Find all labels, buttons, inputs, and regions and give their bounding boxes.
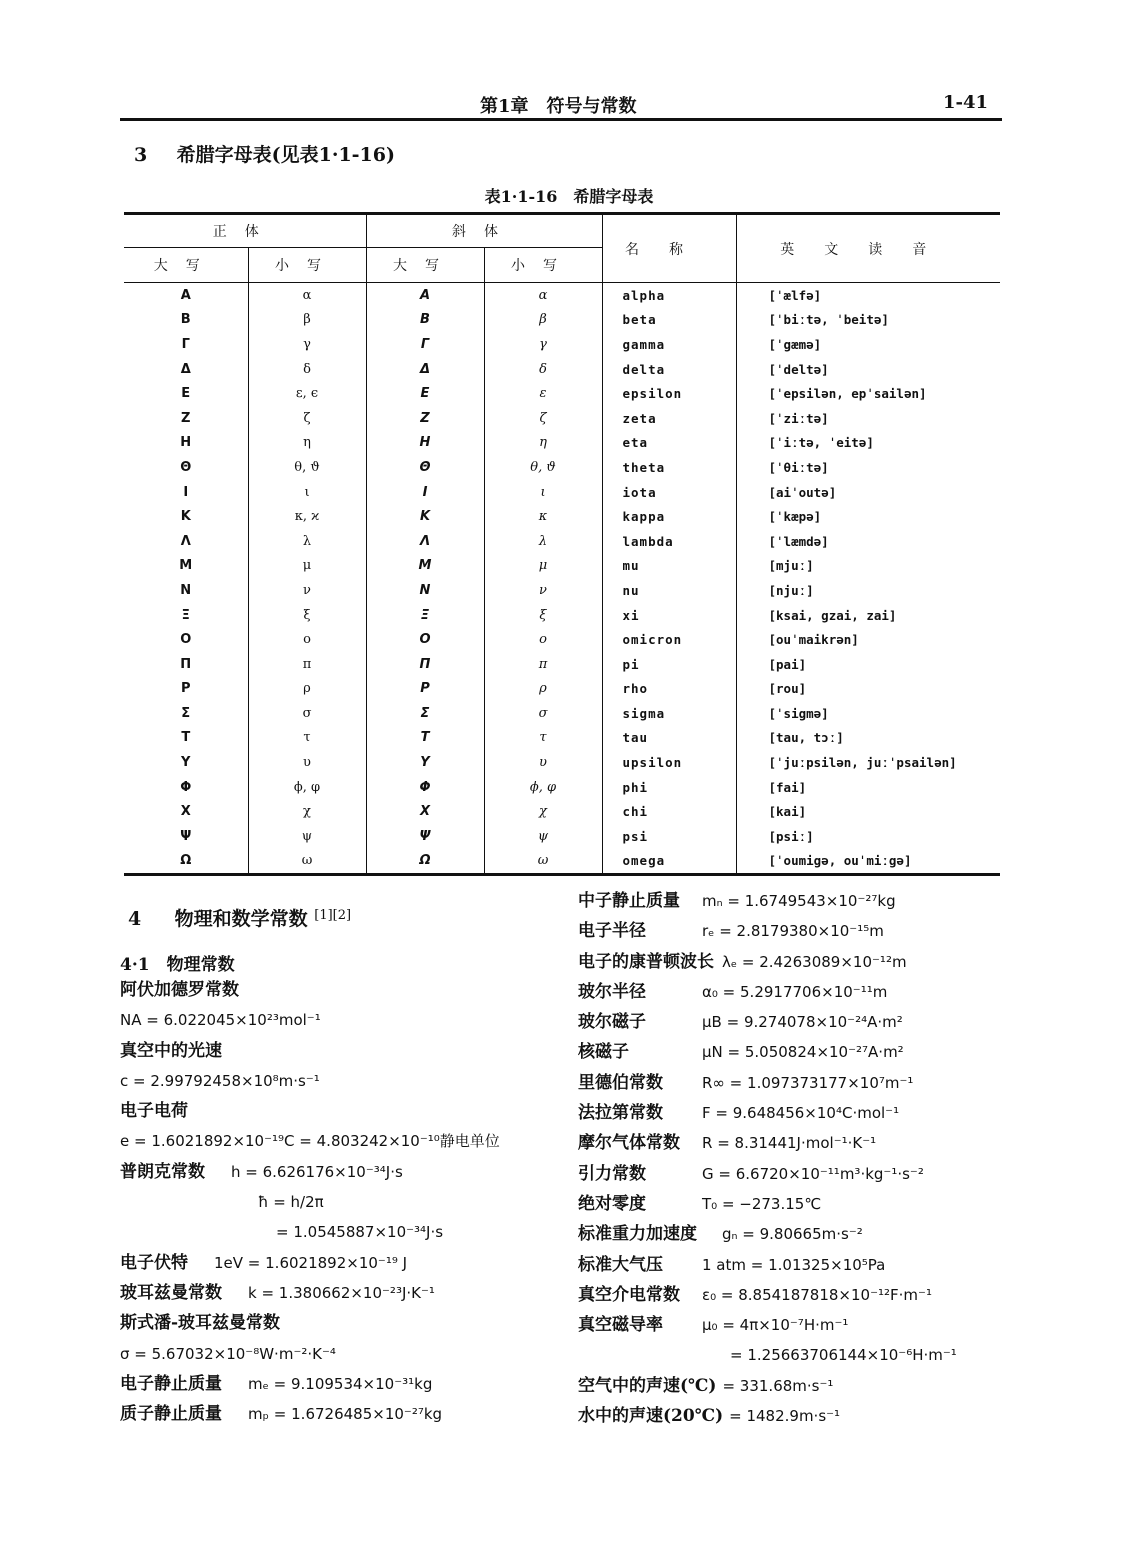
lower-italic: θ, ϑ [484, 455, 602, 480]
table-row [124, 627, 1000, 652]
header-rule [120, 118, 1002, 121]
constant-value: 1eV = 1.6021892×10⁻¹⁹ J [214, 1253, 408, 1272]
letter-name: mu [602, 554, 736, 579]
letter-name: omicron [602, 627, 736, 652]
pronunciation: [njuː] [736, 578, 1000, 603]
constant-label: 玻尔磁子 [578, 1012, 646, 1033]
lower-roman: ω [248, 849, 366, 875]
upper-italic: Ω [366, 849, 484, 875]
upper-roman: Δ [180, 361, 191, 377]
letter-name: zeta [602, 406, 736, 431]
lower-italic: ν [484, 578, 602, 603]
constant-value: μN = 5.050824×10⁻²⁷A·m² [702, 1043, 904, 1062]
constant-label: 摩尔气体常数 [578, 1133, 680, 1154]
constant-line [120, 1157, 560, 1187]
constant-label: 真空介电常数 [578, 1284, 680, 1305]
constant-line [120, 1096, 560, 1126]
constant-label: 真空中的光速 [120, 1040, 222, 1061]
constant-value: G = 6.6720×10⁻¹¹m³·kg⁻¹·s⁻² [702, 1164, 924, 1183]
lower-roman: π [248, 652, 366, 677]
letter-name: tau [602, 726, 736, 751]
lower-italic: ρ [484, 677, 602, 702]
letter-name: sigma [602, 701, 736, 726]
upper-italic: Σ [366, 701, 484, 726]
constant-label: 电子电荷 [120, 1101, 188, 1122]
upper-italic: Λ [366, 529, 484, 554]
constant-value: σ = 5.67032×10⁻⁸W·m⁻²·K⁻⁴ [120, 1344, 336, 1363]
constant-value: k = 1.380662×10⁻²³J·K⁻¹ [248, 1283, 435, 1302]
lower-roman: η [248, 431, 366, 456]
upper-italic: Ψ [366, 824, 484, 849]
lower-italic: α [484, 283, 602, 308]
table-row [124, 824, 1000, 849]
lower-roman: ζ [248, 406, 366, 431]
constant-line [120, 1005, 560, 1035]
lower-italic: τ [484, 726, 602, 751]
constant-label: 里德伯常数 [578, 1072, 663, 1093]
lower-roman: ξ [248, 603, 366, 628]
header-lower: 小写 [248, 248, 366, 283]
constant-line [578, 1401, 998, 1431]
constant-line [120, 1369, 560, 1399]
constant-label: 玻尔半径 [578, 981, 646, 1002]
letter-name: epsilon [602, 381, 736, 406]
constant-line [120, 1399, 560, 1429]
letter-name: rho [602, 677, 736, 702]
constant-line [578, 886, 998, 916]
lower-roman: ψ [248, 824, 366, 849]
section-title: 物理和数学常数 [174, 908, 308, 930]
constant-line [578, 1128, 998, 1158]
section-4-heading [128, 904, 351, 931]
pronunciation: [ˈepsilən, epˈsailən] [736, 381, 1000, 406]
constant-line [120, 1187, 560, 1217]
constant-line [578, 1371, 998, 1401]
constant-line [578, 1098, 998, 1128]
letter-name: pi [602, 652, 736, 677]
lower-roman: σ [248, 701, 366, 726]
table-row [124, 750, 1000, 775]
upper-roman: Η [180, 435, 192, 451]
constant-line [578, 1340, 998, 1370]
table-row [124, 677, 1000, 702]
upper-italic: Ξ [366, 603, 484, 628]
lower-italic: υ [484, 750, 602, 775]
pronunciation: [ˈgæmə] [736, 332, 1000, 357]
lower-roman: λ [248, 529, 366, 554]
constant-line [578, 977, 998, 1007]
lower-italic: β [484, 308, 602, 333]
lower-italic: ϕ, φ [484, 775, 602, 800]
section-3-heading [134, 140, 395, 167]
pronunciation: [ˈjuːpsilən, juːˈpsailən] [736, 750, 1000, 775]
constant-value: F = 9.648456×10⁴C·mol⁻¹ [702, 1104, 900, 1123]
upper-italic: Ν [366, 578, 484, 603]
constant-value: = 1482.9m·s⁻¹ [729, 1407, 841, 1426]
upper-roman: Π [180, 656, 192, 672]
upper-italic: Η [366, 431, 484, 456]
lower-roman: κ, ϰ [248, 504, 366, 529]
pronunciation: [ˈiːtə, ˈeitə] [736, 431, 1000, 456]
constant-line [578, 1007, 998, 1037]
upper-italic: Φ [366, 775, 484, 800]
header-upper: 大写 [124, 248, 248, 283]
upper-italic: Γ [366, 332, 484, 357]
table-row [124, 455, 1000, 480]
lower-roman: ι [248, 480, 366, 505]
constant-value: R∞ = 1.097373177×10⁷m⁻¹ [702, 1073, 914, 1092]
upper-roman: Τ [181, 730, 191, 746]
lower-italic: ι [484, 480, 602, 505]
constant-line [120, 1126, 560, 1156]
constant-label: 绝对零度 [578, 1193, 646, 1214]
letter-name: kappa [602, 504, 736, 529]
upper-italic: Ι [366, 480, 484, 505]
upper-italic: Ε [366, 381, 484, 406]
constant-line [120, 1066, 560, 1096]
header-pronunciation: 英文读音 [736, 214, 1000, 283]
header-upper-italic: 大写 [366, 248, 484, 283]
chapter-title: 第1章 符号与常数 [480, 96, 637, 117]
constant-value: R = 8.31441J·mol⁻¹·K⁻¹ [702, 1134, 877, 1153]
lower-italic: π [484, 652, 602, 677]
constant-line [120, 1036, 560, 1066]
constant-label: 标准大气压 [578, 1254, 663, 1275]
constants-right-column [578, 886, 998, 1431]
table-row [124, 603, 1000, 628]
table-row [124, 529, 1000, 554]
table-row [124, 308, 1000, 333]
upper-roman: Ν [180, 582, 192, 598]
constant-value: α₀ = 5.2917706×10⁻¹¹m [702, 982, 888, 1001]
lower-italic: γ [484, 332, 602, 357]
pronunciation: [ˈsigmə] [736, 701, 1000, 726]
pronunciation: [rou] [736, 677, 1000, 702]
section-number: 4 [128, 908, 142, 930]
lower-roman: ε, ϵ [248, 381, 366, 406]
upper-italic: Β [366, 308, 484, 333]
header-italic: 斜体 [366, 214, 602, 248]
table-row [124, 283, 1000, 308]
upper-roman: Χ [180, 804, 191, 820]
table-row [124, 849, 1000, 875]
table-row [124, 431, 1000, 456]
upper-roman: Μ [179, 558, 193, 574]
pronunciation: [ˈdeltə] [736, 357, 1000, 382]
pronunciation: [mjuː] [736, 554, 1000, 579]
constant-line [578, 1310, 998, 1340]
constant-value: ε₀ = 8.854187818×10⁻¹²F·m⁻¹ [702, 1285, 932, 1304]
table-row [124, 726, 1000, 751]
letter-name: psi [602, 824, 736, 849]
upper-roman: Λ [180, 533, 191, 549]
pronunciation: [ˈælfə] [736, 283, 1000, 308]
letter-name: alpha [602, 283, 736, 308]
pronunciation: [ˈziːtə] [736, 406, 1000, 431]
upper-roman: Φ [180, 779, 192, 795]
greek-alphabet-table [124, 212, 1000, 876]
letter-name: gamma [602, 332, 736, 357]
upper-roman: Α [180, 287, 191, 303]
table-row [124, 504, 1000, 529]
lower-roman: ϕ, φ [248, 775, 366, 800]
constant-value: μB = 9.274078×10⁻²⁴A·m² [702, 1013, 903, 1032]
table-row [124, 406, 1000, 431]
lower-roman: χ [248, 799, 366, 824]
upper-roman: Ι [183, 484, 189, 500]
constant-value: ħ = h/2π [258, 1193, 324, 1212]
pronunciation: [ˈbiːtə, ˈbeitə] [736, 308, 1000, 333]
subsection-heading: 4·1 物理常数 [120, 955, 235, 975]
table-row [124, 357, 1000, 382]
lower-roman: β [248, 308, 366, 333]
lower-italic: λ [484, 529, 602, 554]
lower-roman: υ [248, 750, 366, 775]
table-row [124, 701, 1000, 726]
table-row [124, 799, 1000, 824]
upper-italic: Δ [366, 357, 484, 382]
upper-roman: Β [180, 312, 191, 328]
lower-roman: ν [248, 578, 366, 603]
upper-roman: Σ [181, 705, 191, 721]
lower-roman: μ [248, 554, 366, 579]
constant-value: c = 2.99792458×10⁸m·s⁻¹ [120, 1071, 320, 1090]
constant-label: 斯式潘-玻耳兹曼常数 [120, 1313, 281, 1334]
letter-name: delta [602, 357, 736, 382]
upper-italic: Ο [366, 627, 484, 652]
table-row [124, 554, 1000, 579]
upper-roman: Ο [180, 632, 192, 648]
lower-italic: ο [484, 627, 602, 652]
lower-italic: ζ [484, 406, 602, 431]
constant-value: gₙ = 9.80665m·s⁻² [722, 1225, 863, 1244]
upper-italic: Κ [366, 504, 484, 529]
lower-italic: η [484, 431, 602, 456]
upper-italic: Υ [366, 750, 484, 775]
upper-italic: Ζ [366, 406, 484, 431]
table-row [124, 332, 1000, 357]
constant-value: rₑ = 2.8179380×10⁻¹⁵m [702, 922, 884, 941]
table-row [124, 480, 1000, 505]
pronunciation: [ˈkæpə] [736, 504, 1000, 529]
running-header [120, 88, 1000, 116]
constant-label: 核磁子 [578, 1042, 629, 1063]
constant-label: 标准重力加速度 [578, 1224, 697, 1245]
constant-line [578, 1159, 998, 1189]
references: [1][2] [314, 908, 352, 923]
upper-roman: Ξ [181, 607, 190, 623]
upper-roman: Ρ [180, 681, 191, 697]
upper-italic: Χ [366, 799, 484, 824]
header-roman: 正体 [124, 214, 366, 248]
constant-label: 阿伏加德罗常数 [120, 980, 239, 1000]
lower-italic: ε [484, 381, 602, 406]
constant-value: mₑ = 9.109534×10⁻³¹kg [248, 1374, 433, 1393]
lower-italic: ξ [484, 603, 602, 628]
upper-italic: Τ [366, 726, 484, 751]
upper-roman: Ω [124, 849, 248, 875]
letter-name: nu [602, 578, 736, 603]
lower-italic: κ [484, 504, 602, 529]
letter-name: omega [602, 849, 736, 875]
pronunciation: [tau, tɔː] [736, 726, 1000, 751]
constant-line [120, 975, 560, 1005]
pronunciation: [fai] [736, 775, 1000, 800]
constant-label: 玻耳兹曼常数 [120, 1282, 222, 1303]
constant-line [578, 1250, 998, 1280]
constant-value: e = 1.6021892×10⁻¹⁹C = 4.803242×10⁻¹⁰静电单位 [120, 1132, 500, 1151]
lower-italic: δ [484, 357, 602, 382]
constant-label: 引力常数 [578, 1163, 646, 1184]
constant-value: = 1.0545887×10⁻³⁴J·s [276, 1223, 444, 1242]
constant-line [578, 1068, 998, 1098]
constant-value: = 1.25663706144×10⁻⁶H·m⁻¹ [730, 1346, 957, 1365]
constant-value: T₀ = −273.15℃ [702, 1194, 822, 1213]
constant-line [120, 1308, 560, 1338]
pronunciation: [ksai, gzai, zai] [736, 603, 1000, 628]
upper-italic: Θ [366, 455, 484, 480]
letter-name: xi [602, 603, 736, 628]
constant-line [578, 1280, 998, 1310]
lower-italic: χ [484, 799, 602, 824]
constant-value: 1 atm = 1.01325×10⁵Pa [702, 1255, 886, 1274]
header-name: 名称 [602, 214, 736, 283]
pronunciation: [ˈlæmdə] [736, 529, 1000, 554]
constant-value: = 331.68m·s⁻¹ [722, 1376, 834, 1395]
upper-roman: Υ [181, 755, 191, 771]
pronunciation: [ˈθiːtə] [736, 455, 1000, 480]
upper-roman: Γ [181, 336, 190, 352]
section-number: 3 [134, 144, 148, 166]
table-row [124, 578, 1000, 603]
pronunciation: [kai] [736, 799, 1000, 824]
constant-label: 电子半径 [578, 921, 646, 942]
upper-roman: Θ [180, 459, 192, 475]
lower-italic: ψ [484, 824, 602, 849]
lower-italic: σ [484, 701, 602, 726]
constant-label: 中子静止质量 [578, 891, 680, 911]
section-title: 希腊字母表(见表1·1-16) [176, 144, 395, 166]
constant-label: 电子静止质量 [120, 1373, 222, 1394]
constant-label: 电子的康普顿波长 [578, 951, 714, 972]
constant-line [578, 947, 998, 977]
letter-name: iota [602, 480, 736, 505]
upper-italic: Α [366, 283, 484, 308]
lower-italic: μ [484, 554, 602, 579]
header-lower-italic: 小写 [484, 248, 602, 283]
constant-value: h = 6.626176×10⁻³⁴J·s [231, 1162, 403, 1181]
letter-name: beta [602, 308, 736, 333]
constant-label: 真空磁导率 [578, 1315, 663, 1336]
constant-label: 普朗克常数 [120, 1161, 205, 1182]
table-row [124, 775, 1000, 800]
constant-value: λₑ = 2.4263089×10⁻¹²m [722, 952, 907, 971]
constant-line [578, 1037, 998, 1067]
constant-line [578, 916, 998, 946]
constants-left-column [120, 975, 560, 1429]
upper-italic: Π [366, 652, 484, 677]
table-row [124, 652, 1000, 677]
lower-italic: ω [484, 849, 602, 875]
lower-roman: α [248, 283, 366, 308]
constant-line [578, 1219, 998, 1249]
constant-value: μ₀ = 4π×10⁻⁷H·m⁻¹ [702, 1316, 849, 1335]
pronunciation: [ˈoumigə, ouˈmiːgə] [736, 849, 1000, 875]
constant-label: 质子静止质量 [120, 1404, 222, 1425]
letter-name: eta [602, 431, 736, 456]
table-row [124, 381, 1000, 406]
pronunciation: [ouˈmaikrən] [736, 627, 1000, 652]
constant-line [120, 1278, 560, 1308]
lower-roman: δ [248, 357, 366, 382]
table-caption: 表1·1-16 希腊字母表 [484, 187, 654, 206]
letter-name: upsilon [602, 750, 736, 775]
lower-roman: ρ [248, 677, 366, 702]
lower-roman: γ [248, 332, 366, 357]
constant-line [120, 1339, 560, 1369]
letter-name: phi [602, 775, 736, 800]
constant-value: mₙ = 1.6749543×10⁻²⁷kg [702, 892, 896, 910]
pronunciation: [pai] [736, 652, 1000, 677]
pronunciation: [psiː] [736, 824, 1000, 849]
constant-line [120, 1217, 560, 1247]
letter-name: theta [602, 455, 736, 480]
page-number: 1-41 [942, 92, 988, 113]
upper-roman: Κ [180, 509, 191, 525]
lower-roman: ο [248, 627, 366, 652]
lower-roman: τ [248, 726, 366, 751]
constant-value: NA = 6.022045×10²³mol⁻¹ [120, 1011, 321, 1030]
letter-name: lambda [602, 529, 736, 554]
upper-roman: Ε [181, 386, 191, 402]
constant-line [578, 1189, 998, 1219]
constant-label: 水中的声速(20℃) [578, 1406, 724, 1427]
letter-name: chi [602, 799, 736, 824]
constant-label: 法拉第常数 [578, 1103, 663, 1124]
lower-roman: θ, ϑ [248, 455, 366, 480]
constant-value: mₚ = 1.6726485×10⁻²⁷kg [248, 1405, 443, 1424]
constant-label: 空气中的声速(℃) [578, 1375, 717, 1396]
pronunciation: [aiˈoutə] [736, 480, 1000, 505]
upper-italic: Μ [366, 554, 484, 579]
constant-line [120, 1248, 560, 1278]
upper-roman: Ψ [180, 828, 192, 844]
upper-italic: Ρ [366, 677, 484, 702]
constant-label: 电子伏特 [120, 1252, 188, 1273]
upper-roman: Ζ [181, 410, 191, 426]
